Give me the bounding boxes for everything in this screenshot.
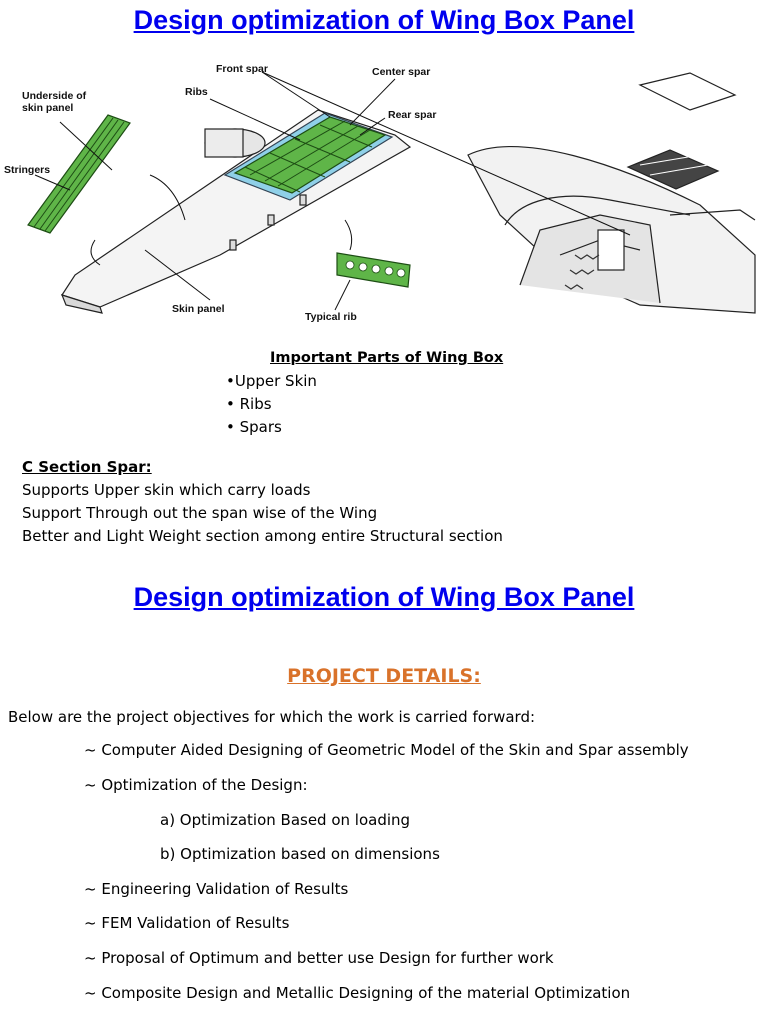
objective-item: ~ FEM Validation of Results (84, 914, 290, 932)
parts-item-label: Spars (239, 418, 282, 436)
label-rear-spar: Rear spar (388, 109, 437, 121)
important-parts-heading: Important Parts of Wing Box (270, 350, 504, 366)
page-title: Design optimization of Wing Box Panel (133, 5, 635, 35)
parts-item: • Ribs (226, 395, 272, 413)
c-section-spar (22, 456, 503, 548)
label-skin-panel: Skin panel (172, 303, 225, 315)
spar-line: Support Through out the span wise of the Wing (22, 504, 378, 522)
spar-line: Supports Upper skin which carry loads (22, 481, 311, 499)
spar-line: Better and Light Weight section among entire Structural section (22, 527, 503, 545)
section-title: Design optimization of Wing Box Panel (133, 582, 635, 612)
c-section-spar-heading: C Section Spar: (22, 458, 152, 476)
objective-subitem: b) Optimization based on dimensions (160, 845, 440, 863)
label-front-spar: Front spar (216, 63, 268, 75)
objective-subitem: a) Optimization Based on loading (160, 811, 411, 829)
parts-item: • Spars (226, 418, 282, 436)
important-parts (226, 347, 504, 439)
label-center-spar: Center spar (372, 66, 431, 78)
label-underside-line1: Underside of (22, 90, 87, 102)
typical-rib (337, 253, 410, 287)
objective-item: ~ Computer Aided Designing of Geometric Model of the Skin and Spar assembly (84, 741, 689, 759)
objective-item: ~ Engineering Validation of Results (84, 880, 349, 898)
project-details-heading: PROJECT DETAILS: (287, 665, 481, 687)
parts-item-label: Ribs (239, 395, 272, 413)
project-intro: Below are the project objectives for which the work is carried forward: (8, 708, 536, 726)
objective-item: ~ Composite Design and Metallic Designing of the material Optimization (84, 984, 631, 1002)
parts-item: •Upper Skin (226, 372, 317, 390)
label-stringers: Stringers (4, 164, 51, 176)
wing-section-cutaway (468, 73, 755, 313)
label-underside-line2: skin panel (22, 102, 74, 114)
wing-box-illustration (0, 55, 768, 330)
parts-list (226, 370, 503, 439)
objective-item: ~ Proposal of Optimum and better use Design for further work (84, 949, 554, 967)
objective-item: ~ Optimization of the Design: (84, 776, 308, 794)
label-ribs: Ribs (185, 86, 208, 98)
label-typical-rib: Typical rib (305, 311, 357, 323)
parts-item-label: Upper Skin (234, 372, 317, 390)
